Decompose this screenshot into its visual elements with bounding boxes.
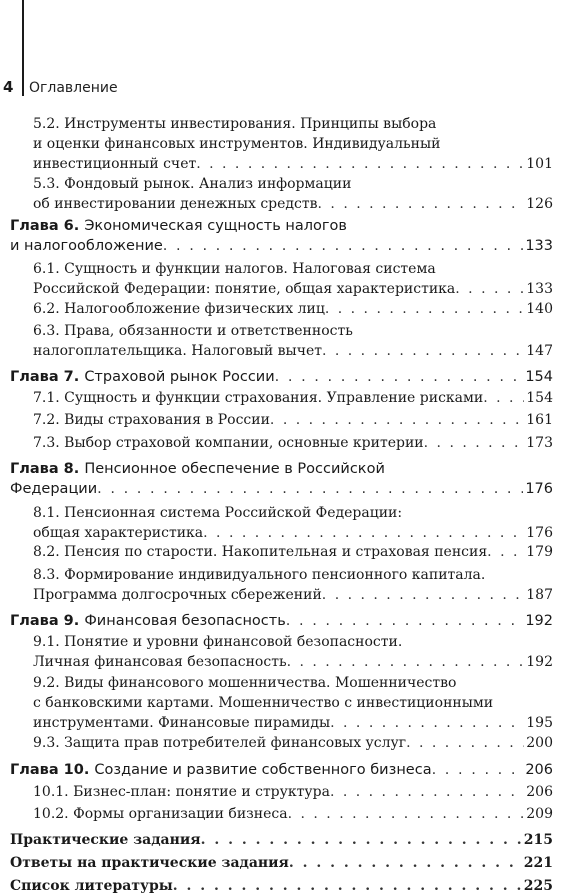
leader-dots <box>330 782 524 802</box>
toc-section-entry[interactable] <box>33 804 553 824</box>
toc-section-entry[interactable] <box>33 733 553 753</box>
leader-dots <box>201 830 522 850</box>
toc-entry-line: 5.2. Инструменты инвестирования. Принципы выбора <box>33 116 437 132</box>
leader-dots <box>163 236 524 256</box>
toc-page-number: 101 <box>526 156 553 172</box>
chapter-label: Глава 8. <box>10 461 85 477</box>
toc-page-number: 173 <box>526 435 553 451</box>
toc-section-entry[interactable] <box>33 174 553 214</box>
toc-chapter-entry[interactable] <box>10 760 553 780</box>
toc-backmatter-entry[interactable] <box>10 830 553 850</box>
toc-entry-title: 8.2. Пенсия по старости. Накопительная и страховая пенсия <box>33 544 488 560</box>
toc-entry-title: 9.3. Защита прав потребителей финансовых услуг <box>33 735 407 751</box>
toc-chapter-entry[interactable] <box>10 216 553 256</box>
toc-chapter-entry[interactable] <box>10 367 553 387</box>
toc-entry-line: 9.1. Понятие и уровни финансовой безопасности. <box>33 634 403 650</box>
toc-page-number: 179 <box>526 544 553 560</box>
toc-section-entry[interactable] <box>33 433 553 453</box>
toc-entry-line: с банковскими картами. Мошенничество с инвестиционными <box>33 695 494 711</box>
toc-page-number: 147 <box>526 343 553 359</box>
toc-entry-title: Программа долгосрочных сбережений <box>33 587 322 603</box>
toc-page-number: 206 <box>526 784 553 800</box>
leader-dots <box>406 733 524 753</box>
toc-section-entry[interactable] <box>33 542 553 562</box>
toc-page-number: 206 <box>525 762 553 778</box>
toc-chapter-entry[interactable] <box>10 611 553 631</box>
chapter-label: Глава 6. <box>10 218 85 234</box>
toc-entry-title: инструментами. Финансовые пирамиды <box>33 715 331 731</box>
chapter-label: Глава 7. <box>10 369 85 385</box>
leader-dots <box>330 713 524 733</box>
toc-page-number: 140 <box>526 301 553 317</box>
toc-section-entry[interactable] <box>33 299 553 319</box>
chapter-label: Глава 10. <box>10 762 95 778</box>
toc-entry-title: Глава 7. Страховой рынок России <box>10 369 275 385</box>
toc-entry-title: Глава 9. Финансовая безопасность <box>10 613 286 629</box>
leader-dots <box>289 853 522 873</box>
leader-dots <box>483 388 524 408</box>
toc-entry-title: 10.1. Бизнес-план: понятие и структура <box>33 784 330 800</box>
chapter-label: Глава 9. <box>10 613 85 629</box>
toc-entry-title: Федерации <box>10 481 98 497</box>
toc-entry-title: Глава 10. Создание и развитие собственного бизнеса <box>10 762 432 778</box>
toc-entry-line: 6.1. Сущность и функции налогов. Налоговая система <box>33 261 436 277</box>
leader-dots <box>455 279 524 299</box>
toc-section-entry[interactable] <box>33 565 553 605</box>
toc-entry-title: об инвестировании денежных средств <box>33 196 318 212</box>
toc-section-entry[interactable] <box>33 673 553 733</box>
toc-entry-line: 8.3. Формирование индивидуального пенсионного капитала. <box>33 567 486 583</box>
toc-section-entry[interactable] <box>33 388 553 408</box>
toc-backmatter-entry[interactable] <box>10 853 553 873</box>
toc-entry-title: 7.3. Выбор страховой компании, основные критерии <box>33 435 424 451</box>
toc-entry-title: Личная финансовая безопасность <box>33 654 287 670</box>
toc-page-number: 221 <box>523 855 553 871</box>
page-number: 4 <box>3 78 14 96</box>
toc-page-number: 192 <box>526 654 553 670</box>
toc-page-number: 176 <box>525 481 553 497</box>
toc-page-number: 195 <box>526 715 553 731</box>
toc-chapter-entry[interactable] <box>10 459 553 499</box>
leader-dots <box>173 876 522 896</box>
toc-entry-line: 5.3. Фондовый рынок. Анализ информации <box>33 176 352 192</box>
toc-section-entry[interactable] <box>33 782 553 802</box>
toc-section-entry[interactable] <box>33 259 553 299</box>
toc-section-entry[interactable] <box>33 114 553 174</box>
toc-entry-title: Российской Федерации: понятие, общая характеристика <box>33 281 456 297</box>
toc-entry-title: 7.1. Сущность и функции страхования. Управление рисками <box>33 390 484 406</box>
leader-dots <box>287 652 525 672</box>
toc-page-number: 209 <box>526 806 553 822</box>
toc-entry-title: и налогообложение <box>10 238 163 254</box>
leader-dots <box>275 367 524 387</box>
toc-entry-line: Глава 6. Экономическая сущность налогов <box>10 218 347 234</box>
running-header <box>3 78 118 98</box>
leader-dots <box>318 194 525 214</box>
toc-entry-line: Глава 8. Пенсионное обеспечение в Российской <box>10 461 385 477</box>
leader-dots <box>288 804 525 824</box>
toc-entry-title: налогоплательщика. Налоговый вычет <box>33 343 322 359</box>
toc-entry-title: 6.2. Налогообложение физических лиц <box>33 301 325 317</box>
leader-dots <box>424 433 525 453</box>
toc-section-entry[interactable] <box>33 321 553 361</box>
toc-page-number: 187 <box>526 587 553 603</box>
toc-entry-title: Практические задания <box>10 832 201 848</box>
leader-dots <box>203 523 524 543</box>
leader-dots <box>322 341 524 361</box>
leader-dots <box>97 479 523 499</box>
toc-page-number: 161 <box>526 412 553 428</box>
toc-page-number: 133 <box>525 238 553 254</box>
leader-dots <box>322 585 524 605</box>
toc-entry-title: общая характеристика <box>33 525 204 541</box>
toc-page-number: 154 <box>526 390 553 406</box>
leader-dots <box>196 154 524 174</box>
toc-page-number: 225 <box>523 878 553 894</box>
toc-backmatter-entry[interactable] <box>10 876 553 896</box>
toc-entry-title: Ответы на практические задания <box>10 855 289 871</box>
leader-dots <box>432 760 524 780</box>
toc-page-number: 126 <box>526 196 553 212</box>
toc-page-number: 133 <box>526 281 553 297</box>
leader-dots <box>487 542 524 562</box>
toc-section-entry[interactable] <box>33 410 553 430</box>
toc-section-entry[interactable] <box>33 503 553 543</box>
leader-dots <box>286 611 524 631</box>
toc-entry-line: 8.1. Пенсионная система Российской Федерации: <box>33 505 403 521</box>
running-header-title: Оглавление <box>29 80 118 96</box>
leader-dots <box>325 299 524 319</box>
toc-entry-line: 9.2. Виды финансового мошенничества. Мошенничество <box>33 675 457 691</box>
toc-entry-title: 10.2. Формы организации бизнеса <box>33 806 288 822</box>
toc-page-number: 176 <box>526 525 553 541</box>
toc-entry-title: Список литературы <box>10 878 173 894</box>
toc-entry-line: 6.3. Права, обязанности и ответственность <box>33 323 353 339</box>
toc-page-number: 192 <box>525 613 553 629</box>
toc-page-number: 215 <box>523 832 553 848</box>
toc-entry-title: инвестиционный счет <box>33 156 197 172</box>
toc-entry-title: 7.2. Виды страхования в России <box>33 412 270 428</box>
toc-page-number: 154 <box>525 369 553 385</box>
leader-dots <box>270 410 524 430</box>
toc-entry-line: и оценки финансовых инструментов. Индивидуальный <box>33 136 441 152</box>
toc-page-number: 200 <box>526 735 553 751</box>
toc-section-entry[interactable] <box>33 632 553 672</box>
